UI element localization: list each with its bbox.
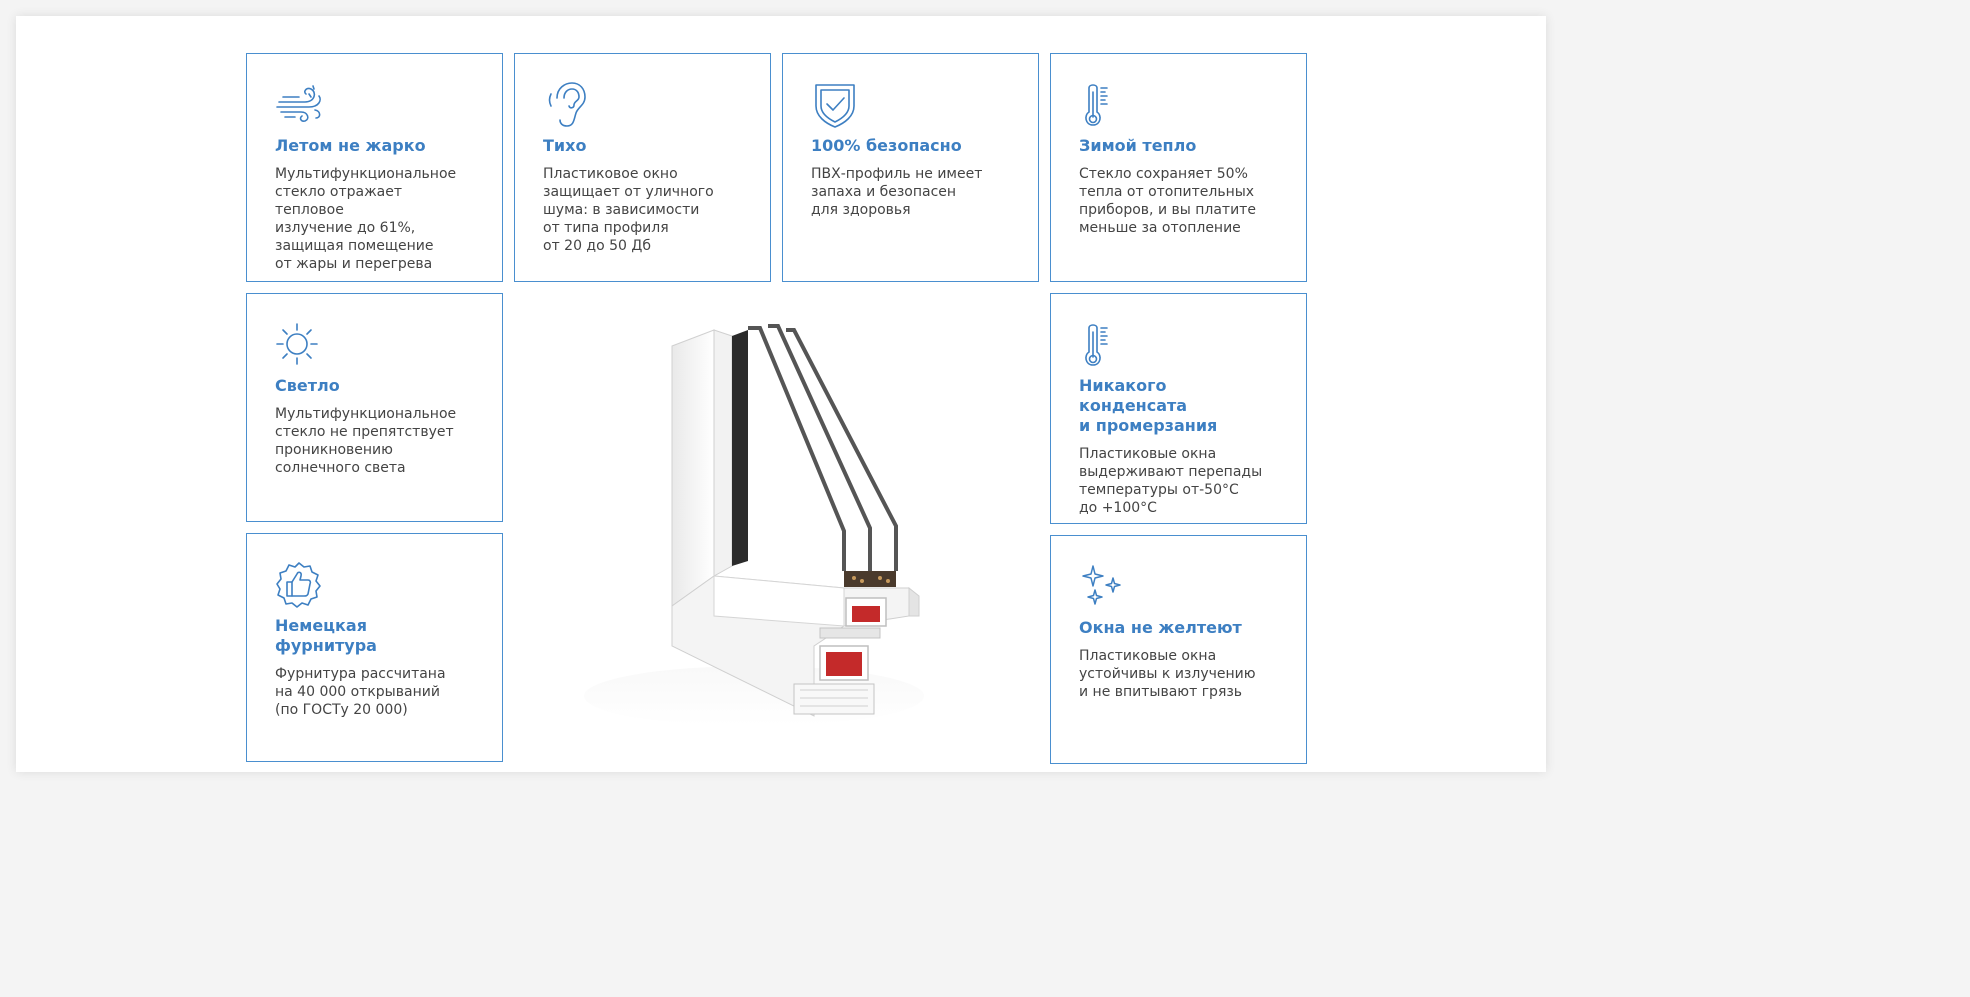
sparkle-icon <box>1079 562 1129 612</box>
feature-title: Светло <box>275 376 340 395</box>
feature-text: Пластиковые окна выдерживают перепады температуры от-50°C до +100°C <box>1079 446 1263 516</box>
feature-text: Пластиковые окна устойчивы к излучению и не впитывают грязь <box>1079 648 1256 700</box>
feature-card-no-yellowing <box>1050 535 1307 764</box>
thumbs-up-badge-icon <box>275 560 325 610</box>
feature-card-bright <box>246 293 503 522</box>
feature-title: Никакого конденсата и промерзания <box>1079 376 1218 435</box>
feature-card-winter <box>1050 53 1307 282</box>
feature-text: Мультифункциональное стекло отражает тепловое излучение до 61%, защищая помещение от жары и перегрева <box>275 166 457 272</box>
sun-icon <box>275 320 325 370</box>
feature-text: Стекло сохраняет 50% тепла от отопительных приборов, и вы платите меньше за отопление <box>1079 166 1256 236</box>
window-profile-image <box>564 316 944 746</box>
feature-card-quiet <box>514 53 771 282</box>
feature-text: Мультифункциональное стекло не препятствует проникновению солнечного света <box>275 406 457 476</box>
feature-card-german-hardware <box>246 533 503 762</box>
shield-check-icon <box>811 80 861 130</box>
feature-title: 100% безопасно <box>811 136 962 155</box>
feature-card-no-condensate <box>1050 293 1307 524</box>
feature-text: ПВХ-профиль не имеет запаха и безопасен для здоровья <box>811 166 983 218</box>
feature-title: Окна не желтеют <box>1079 618 1242 637</box>
feature-card-summer <box>246 53 503 282</box>
wind-icon <box>275 80 325 130</box>
feature-title: Зимой тепло <box>1079 136 1197 155</box>
feature-title: Летом не жарко <box>275 136 426 155</box>
feature-title: Немецкая фурнитура <box>275 616 377 655</box>
feature-text: Пластиковое окно защищает от уличного шума: в зависимости от типа профиля от 20 до 50 Дб <box>543 166 714 254</box>
thermometer-icon <box>1079 320 1129 370</box>
feature-title: Тихо <box>543 136 587 155</box>
ear-icon <box>543 80 593 130</box>
feature-card-safe <box>782 53 1039 282</box>
thermometer-icon <box>1079 80 1129 130</box>
feature-text: Фурнитура рассчитана на 40 000 открываний (по ГОСТу 20 000) <box>275 666 446 718</box>
page-sheet <box>16 16 1546 772</box>
